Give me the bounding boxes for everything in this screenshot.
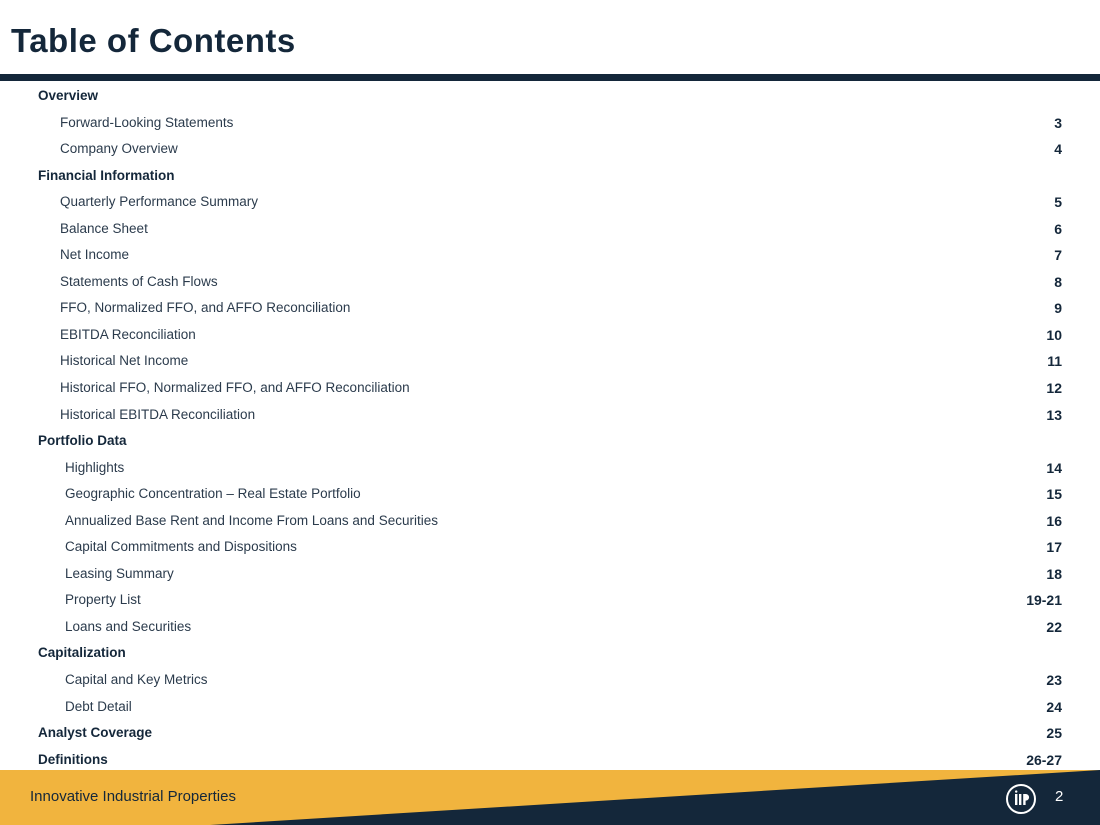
toc-entry-label: Forward-Looking Statements — [60, 114, 234, 130]
toc-page-number: 13 — [1046, 406, 1062, 423]
toc-page-number: 6 — [1054, 220, 1062, 237]
toc-entry[interactable] — [0, 508, 1100, 535]
toc-entry-label: Loans and Securities — [65, 618, 192, 634]
toc-page-number: 11 — [1047, 353, 1062, 370]
toc-section-heading[interactable] — [0, 720, 1100, 747]
table-of-contents — [0, 83, 1100, 773]
toc-entry[interactable] — [0, 402, 1100, 429]
toc-entry-label: Capital Commitments and Dispositions — [65, 539, 297, 555]
toc-entry-label: Debt Detail — [65, 698, 132, 714]
toc-entry-label: Balance Sheet — [60, 220, 148, 236]
toc-page-number: 3 — [1054, 114, 1062, 131]
toc-page-number: 22 — [1046, 618, 1062, 635]
toc-entry-label: Property List — [65, 592, 141, 608]
toc-entry[interactable] — [0, 455, 1100, 482]
toc-page-number: 18 — [1046, 565, 1062, 582]
toc-entry[interactable] — [0, 375, 1100, 402]
toc-entry[interactable] — [0, 295, 1100, 322]
toc-section-heading[interactable] — [0, 640, 1100, 667]
toc-entry[interactable] — [0, 322, 1100, 349]
toc-entry[interactable] — [0, 189, 1100, 216]
toc-entry[interactable] — [0, 348, 1100, 375]
toc-entry-label: Geographic Concentration – Real Estate Portfolio — [65, 486, 361, 502]
toc-page-number: 7 — [1054, 247, 1062, 264]
toc-page-number: 12 — [1046, 380, 1062, 397]
toc-page-number: 25 — [1046, 725, 1062, 742]
toc-entry-label: EBITDA Reconciliation — [60, 326, 196, 342]
toc-entry-label: Financial Information — [38, 167, 175, 183]
toc-entry[interactable] — [0, 587, 1100, 614]
toc-entry[interactable] — [0, 481, 1100, 508]
toc-entry[interactable] — [0, 614, 1100, 641]
toc-page-number: 15 — [1046, 486, 1062, 503]
toc-page-number: 19-21 — [1026, 592, 1062, 609]
toc-page-number: 9 — [1054, 300, 1062, 317]
toc-entry[interactable] — [0, 242, 1100, 269]
toc-entry[interactable] — [0, 561, 1100, 588]
toc-entry-label: Portfolio Data — [38, 433, 127, 449]
toc-entry-label: Company Overview — [60, 141, 178, 157]
toc-page-number: 8 — [1054, 273, 1062, 290]
page-number: 2 — [1055, 788, 1064, 805]
toc-entry-label: Leasing Summary — [65, 565, 174, 581]
iip-logo-icon — [1006, 784, 1036, 814]
toc-entry-label: Definitions — [38, 751, 108, 767]
toc-section-heading[interactable] — [0, 83, 1100, 110]
toc-entry-label: Historical Net Income — [60, 353, 189, 369]
toc-page-number: 17 — [1046, 539, 1062, 556]
toc-entry-label: Quarterly Performance Summary — [60, 194, 259, 210]
toc-entry-label: Capitalization — [38, 645, 126, 661]
toc-entry[interactable] — [0, 667, 1100, 694]
toc-page-number: 16 — [1046, 512, 1062, 529]
toc-entry-label: Highlights — [65, 459, 125, 475]
toc-page-number: 10 — [1046, 326, 1062, 343]
toc-entry-label: Capital and Key Metrics — [65, 672, 208, 688]
toc-entry-label: Historical EBITDA Reconciliation — [60, 406, 256, 422]
toc-entry-label: Annualized Base Rent and Income From Loans and Securities — [65, 512, 438, 528]
toc-page-number: 23 — [1046, 672, 1062, 689]
title-divider — [0, 74, 1100, 81]
toc-page-number: 24 — [1046, 698, 1062, 715]
toc-entry-label: Analyst Coverage — [38, 725, 153, 741]
toc-entry[interactable] — [0, 216, 1100, 243]
toc-page-number: 4 — [1054, 141, 1062, 158]
toc-entry-label: FFO, Normalized FFO, and AFFO Reconciliation — [60, 300, 351, 316]
toc-section-heading[interactable] — [0, 428, 1100, 455]
toc-entry[interactable] — [0, 534, 1100, 561]
toc-entry-label: Overview — [38, 88, 99, 103]
toc-entry-label: Net Income — [60, 247, 130, 263]
toc-entry[interactable] — [0, 694, 1100, 721]
toc-section-heading[interactable] — [0, 163, 1100, 190]
toc-page-number: 26-27 — [1026, 751, 1062, 768]
toc-entry[interactable] — [0, 110, 1100, 137]
page-title: Table of Contents — [11, 22, 296, 59]
toc-page-number: 5 — [1054, 194, 1062, 211]
toc-entry-label: Statements of Cash Flows — [60, 273, 218, 289]
toc-entry-label: Historical FFO, Normalized FFO, and AFFO Reconciliation — [60, 380, 410, 396]
toc-page-number: 14 — [1046, 459, 1062, 476]
toc-entry[interactable] — [0, 269, 1100, 296]
footer-company-name: Innovative Industrial Properties — [30, 788, 236, 805]
toc-entry[interactable] — [0, 136, 1100, 163]
